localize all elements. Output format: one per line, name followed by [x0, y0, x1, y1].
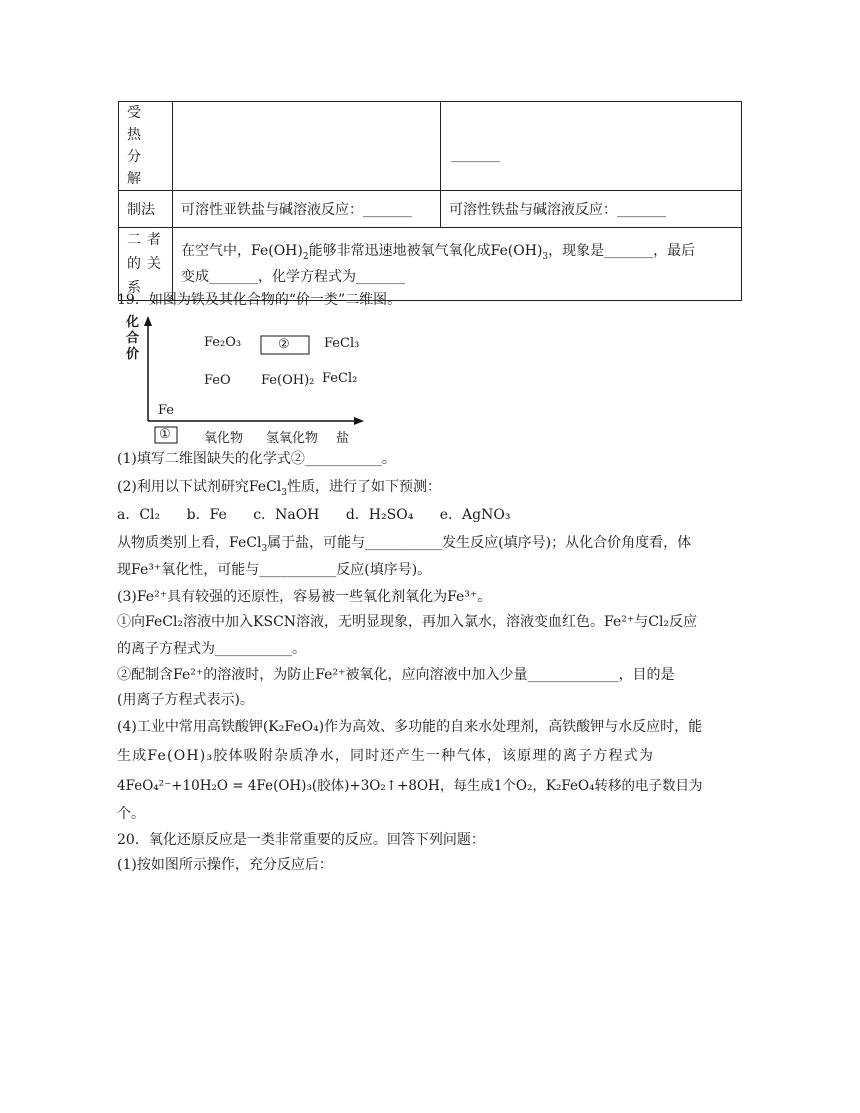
- x-label-oxide: 氧化物: [204, 431, 244, 446]
- option-c: c．NaOH: [253, 507, 320, 523]
- q19-part3-item2-line2: (用离子方程式表示)。: [117, 692, 254, 708]
- decomposition-cell-left: [173, 102, 441, 191]
- table-row: [119, 102, 742, 191]
- y-axis-label: 化合价: [126, 315, 140, 362]
- q19-part3-item1-line2: 的离子方程式为___________。: [117, 641, 306, 657]
- q19-part3-item2-line1: ②配制含Fe²⁺的溶液时，为防止Fe²⁺被氧化，应向溶液中加入少量_____________，目的是: [117, 667, 675, 683]
- x-label-salt: 盐: [336, 431, 350, 446]
- q19-part1: (1)填写二维图缺失的化学式②___________。: [117, 451, 396, 467]
- option-b: b．Fe: [186, 507, 227, 523]
- decomposition-cell-right: _______: [441, 102, 742, 191]
- q19-part4-line2: 生成Fe(OH)₃胶体吸附杂质净水，同时还产生一种气体，该原理的离子方程式为: [117, 748, 655, 764]
- preparation-cell-right: 可溶性铁盐与碱溶液反应：_______: [441, 191, 742, 228]
- row-head-decomposition: 受热分解: [119, 102, 173, 191]
- q20-part1: (1)按如图所示操作，充分反应后：: [117, 857, 333, 873]
- option-a: a．Cl₂: [117, 507, 161, 523]
- reagent-options: [117, 505, 510, 525]
- blank-box-1: ①: [159, 427, 171, 442]
- option-d: d．H₂SO₄: [345, 507, 414, 523]
- property-table: [118, 101, 742, 301]
- q19-part2-line2: 现Fe³⁺氧化性，可能与___________反应(填序号)。: [117, 562, 432, 578]
- formula-feoh2: Fe(OH)₂: [261, 373, 315, 388]
- q19-part2-intro: (2)利用以下试剂研究FeCl$_3$性质，进行了如下预测：: [117, 479, 442, 498]
- blank-box-2: ②: [278, 337, 290, 352]
- row-head-preparation: 制法: [119, 191, 173, 228]
- q19-part4-line1: (4)工业中常用高铁酸钾(K₂FeO₄)作为高效、多功能的自来水处理剂，高铁酸钾与水反应时，能: [117, 719, 703, 735]
- x-label-hydroxide: 氢氧化物: [266, 431, 319, 446]
- q19-part3-intro: (3)Fe²⁺具有较强的还原性，容易被一些氧化剂氧化为Fe³⁺。: [117, 589, 492, 605]
- table-row: [119, 191, 742, 228]
- preparation-cell-left: 可溶性亚铁盐与碱溶液反应：_______: [173, 191, 441, 228]
- relationship-cell: 在空气中，$Fe(OH)_2$能够非常迅速地被氧气氧化成$Fe(OH)_3$，现象是_______，最后 变成_______，化学方程式为_______: [173, 228, 742, 301]
- formula-fe: Fe: [158, 403, 175, 418]
- formula-fe2o3: Fe₂O₃: [204, 335, 242, 350]
- valence-class-diagram: [118, 313, 378, 445]
- row-head-relationship: 二者的关系: [119, 228, 173, 301]
- q19-part2-line1: 从物质类别上看，FeCl$_3$属于盐，可能与___________发生反应(填序号)；从化合价角度看，体: [117, 535, 692, 554]
- formula-feo: FeO: [204, 373, 231, 388]
- q19-part4-line4: 个。: [117, 806, 145, 822]
- formula-fecl2: FeCl₂: [322, 371, 358, 386]
- q19-part3-item1-line1: ①向FeCl₂溶液中加入KSCN溶液，无明显现象，再加入氯水，溶液变血红色。Fe²⁺与Cl₂反应: [117, 614, 698, 630]
- option-e: e．AgNO₃: [439, 507, 511, 523]
- formula-fecl3: FeCl₃: [324, 336, 360, 351]
- q19-part4-equation: 4FeO₄²⁻+10H₂O = 4Fe(OH)₃(胶体)+3O₂↑+8OH，每生成1个O₂，K₂FeO₄转移的电子数目为: [117, 778, 703, 794]
- q20-stem: 20．氧化还原反应是一类非常重要的反应。回答下列问题：: [117, 832, 485, 848]
- q19-stem: 19．如图为铁及其化合物的“价一类”二维图。: [117, 292, 402, 308]
